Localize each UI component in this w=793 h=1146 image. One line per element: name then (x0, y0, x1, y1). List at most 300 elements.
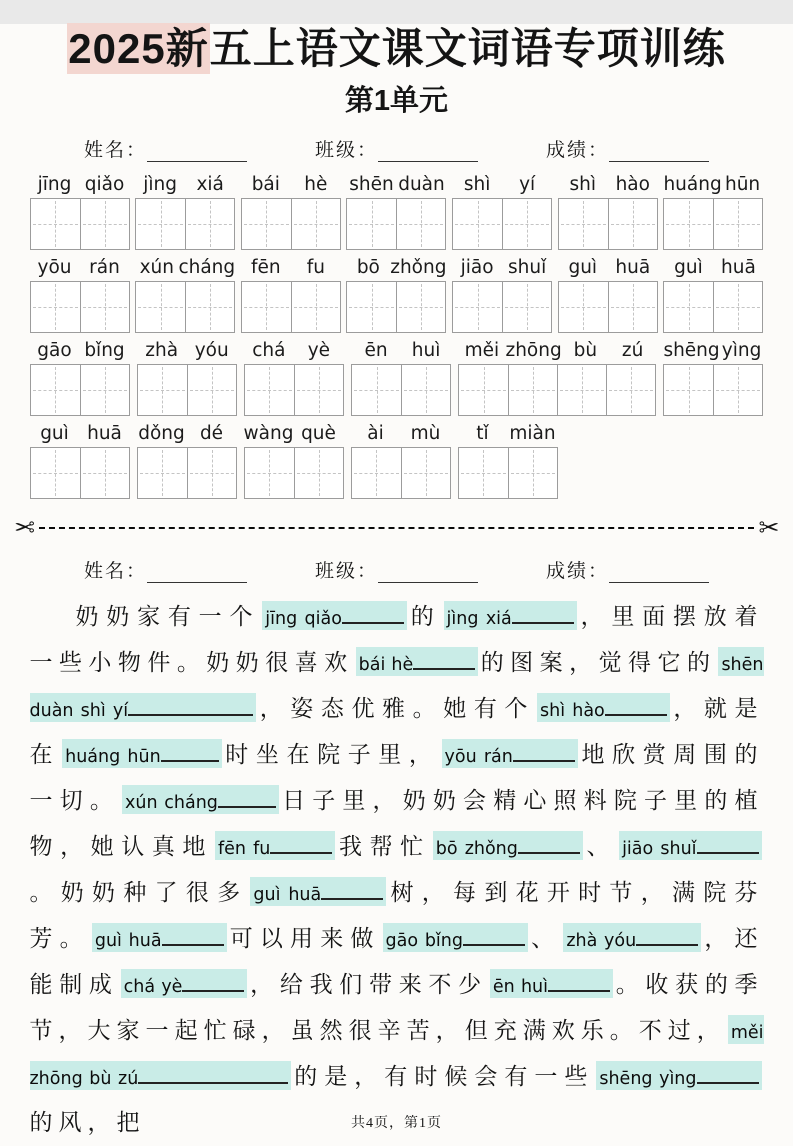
writing-cell[interactable] (664, 365, 713, 415)
pinyin-labels (558, 257, 658, 278)
pinyin-labels (558, 174, 658, 195)
word-group (663, 340, 763, 416)
pinyin-labels (452, 257, 552, 278)
fill-in-passage (30, 595, 764, 1144)
fill-blank[interactable] (92, 923, 227, 952)
blank-answer-line[interactable] (697, 840, 759, 854)
writing-cell[interactable] (559, 199, 608, 249)
blank-pinyin: jīng qiǎo (265, 609, 342, 630)
blank-answer-line[interactable] (138, 1070, 288, 1084)
writing-cell[interactable] (80, 199, 129, 249)
word-group (30, 423, 130, 499)
writing-cell[interactable] (608, 199, 657, 249)
writing-grid[interactable] (137, 364, 237, 416)
writing-grid[interactable] (452, 281, 552, 333)
info-field (84, 135, 247, 162)
pinyin-syllable: wàng (243, 423, 294, 445)
cell-dash-horizontal (294, 224, 338, 225)
cut-line (13, 513, 780, 543)
info-fields-bottom (0, 556, 793, 583)
writing-grid[interactable] (241, 198, 341, 250)
pinyin-labels (135, 174, 235, 195)
cell-dash-horizontal (716, 390, 760, 391)
writing-cell[interactable] (138, 365, 187, 415)
pinyin-syllable: xún (139, 257, 174, 279)
pinyin-syllable: huáng (663, 174, 722, 196)
worksheet-page (0, 24, 793, 1146)
word-group (346, 174, 446, 250)
pinyin-practice-row (30, 174, 764, 250)
cell-dash-horizontal (461, 473, 506, 474)
passage-text: 可以用来做 (228, 926, 381, 952)
blank-answer-line[interactable] (512, 610, 574, 624)
cell-dash-horizontal (611, 224, 655, 225)
writing-grid[interactable] (558, 281, 658, 333)
cell-dash-horizontal (404, 473, 448, 474)
writing-cell[interactable] (401, 365, 450, 415)
writing-grid[interactable] (663, 281, 763, 333)
passage-text: 的是，有时候会有一些 (293, 1064, 595, 1090)
writing-cell[interactable] (459, 448, 508, 498)
word-group (244, 423, 344, 499)
writing-grid[interactable] (30, 364, 130, 416)
cell-dash-horizontal (560, 390, 604, 391)
blank-pinyin: gāo bǐng (385, 931, 463, 952)
cell-dash-horizontal (140, 390, 185, 391)
word-group (351, 423, 451, 499)
cell-dash-horizontal (83, 224, 127, 225)
pinyin-syllable: què (301, 423, 336, 445)
pinyin-labels (458, 423, 558, 444)
blank-pinyin: guì huā (94, 931, 162, 952)
field-input-line[interactable] (147, 141, 247, 163)
blank-pinyin: shēng yìng (599, 1069, 697, 1090)
passage-text: 。收获的季节，大家一起忙碌，虽然很辛苦，但充满欢乐。不过， (29, 972, 764, 1044)
word-group (351, 340, 451, 416)
pinyin-syllable: xiá (196, 174, 224, 196)
writing-cell[interactable] (80, 282, 129, 332)
fill-blank[interactable] (215, 831, 335, 860)
writing-cell[interactable] (713, 282, 762, 332)
blank-answer-line[interactable] (463, 932, 525, 946)
cell-dash-horizontal (33, 307, 78, 308)
writing-cell[interactable] (242, 282, 291, 332)
writing-grid[interactable] (351, 447, 451, 499)
writing-cell[interactable] (664, 199, 713, 249)
pinyin-syllable: yí (519, 174, 536, 196)
cell-dash-horizontal (399, 307, 443, 308)
cell-dash-horizontal (666, 224, 711, 225)
pinyin-syllable: hūn (724, 174, 761, 196)
blank-pinyin: měi zhōng bù zú (29, 1023, 764, 1090)
passage-text: 的图案，觉得它的 (480, 650, 717, 676)
passage-text: 我帮忙 (337, 834, 431, 860)
fill-blank[interactable] (122, 785, 279, 814)
writing-cell[interactable] (136, 199, 185, 249)
pinyin-syllable: fu (306, 257, 325, 279)
blank-answer-line[interactable] (182, 978, 244, 992)
blank-answer-line[interactable] (518, 840, 580, 854)
pinyin-syllable: hè (304, 174, 328, 196)
field-label: 成绩： (546, 140, 610, 162)
cell-dash-horizontal (511, 390, 555, 391)
writing-cell[interactable] (713, 365, 762, 415)
blank-answer-line[interactable] (342, 610, 404, 624)
fill-blank[interactable] (121, 969, 248, 998)
cell-dash-horizontal (190, 473, 234, 474)
cell-dash-horizontal (83, 473, 127, 474)
page-footer: 共4页，第1页 (351, 1116, 442, 1131)
writing-grid[interactable] (30, 281, 130, 333)
pinyin-syllable: hào (615, 174, 650, 196)
fill-blank[interactable] (444, 601, 577, 630)
passage-text: 奶奶家有一个 (75, 604, 261, 630)
pinyin-syllable: zhōng (505, 340, 562, 362)
pinyin-syllable: yōu (37, 257, 72, 279)
fill-blank[interactable] (596, 1061, 761, 1090)
pinyin-syllable: guì (674, 257, 703, 279)
writing-cell[interactable] (291, 282, 340, 332)
pinyin-syllable: chá (252, 340, 286, 362)
cell-dash-horizontal (716, 224, 760, 225)
blank-pinyin: bái hè (358, 655, 414, 676)
cell-dash-horizontal (138, 307, 183, 308)
writing-cell[interactable] (31, 448, 80, 498)
word-group (663, 257, 763, 333)
writing-cell[interactable] (453, 199, 502, 249)
cell-dash-horizontal (33, 390, 78, 391)
word-group (30, 174, 130, 250)
writing-cell[interactable] (136, 282, 185, 332)
info-field (546, 556, 709, 583)
writing-grid[interactable] (244, 364, 344, 416)
pinyin-syllable: měi (464, 340, 500, 362)
cell-dash-horizontal (244, 307, 289, 308)
field-input-line[interactable] (609, 562, 709, 584)
word-group (135, 257, 235, 333)
writing-grid[interactable] (452, 198, 552, 250)
pinyin-labels (351, 423, 451, 444)
writing-grid[interactable] (135, 198, 235, 250)
pinyin-labels (244, 423, 344, 444)
writing-grid[interactable] (458, 447, 558, 499)
blank-pinyin: zhà yóu (566, 931, 637, 952)
info-field (546, 135, 709, 162)
pinyin-syllable: tǐ (476, 423, 489, 445)
pinyin-syllable: shēn (349, 174, 394, 196)
passage-text: ，姿态优雅。她有个 (258, 696, 535, 722)
writing-cell[interactable] (291, 199, 340, 249)
blank-pinyin: xún cháng (125, 793, 218, 814)
writing-grid[interactable] (346, 281, 446, 333)
cell-dash-horizontal (294, 307, 338, 308)
pinyin-syllable: jīng (37, 174, 72, 196)
pinyin-syllable: bù (573, 340, 598, 362)
pinyin-labels (30, 340, 130, 361)
writing-cell[interactable] (294, 365, 343, 415)
info-fields-top (0, 135, 793, 162)
fill-blank[interactable] (262, 601, 407, 630)
pinyin-syllable: bō (356, 257, 380, 279)
pinyin-labels (458, 340, 656, 361)
word-group (30, 257, 130, 333)
blank-pinyin: shēn duàn shì yí (29, 655, 764, 722)
word-group (346, 257, 446, 333)
passage-text: ，就是在 (29, 696, 764, 768)
pinyin-labels (346, 257, 446, 278)
writing-cell[interactable] (352, 365, 401, 415)
pinyin-syllable: ài (367, 423, 384, 445)
blank-answer-line[interactable] (636, 932, 698, 946)
writing-cell[interactable] (502, 199, 551, 249)
pinyin-syllable: qiǎo (84, 174, 125, 196)
pinyin-syllable: rán (89, 257, 120, 279)
writing-cell[interactable] (608, 282, 657, 332)
writing-grid[interactable] (135, 281, 235, 333)
pinyin-syllable: zú (621, 340, 644, 362)
cell-dash-horizontal (404, 390, 448, 391)
word-group (244, 340, 344, 416)
fill-blank[interactable] (356, 647, 479, 676)
cell-dash-horizontal (609, 390, 653, 391)
writing-cell[interactable] (453, 282, 502, 332)
writing-cell[interactable] (508, 365, 557, 415)
pinyin-labels (241, 174, 341, 195)
writing-cell[interactable] (245, 365, 294, 415)
pinyin-syllable: yè (307, 340, 331, 362)
cell-dash-horizontal (561, 307, 606, 308)
blank-pinyin: yōu rán (444, 747, 513, 768)
cell-dash-horizontal (461, 390, 506, 391)
passage-text: ，给我们带来不少 (249, 972, 488, 998)
writing-cell[interactable] (185, 199, 234, 249)
title-rest: 五上语文课文词语专项训练 (209, 25, 726, 72)
fill-blank[interactable] (250, 877, 386, 906)
writing-cell[interactable] (294, 448, 343, 498)
writing-grid[interactable] (241, 281, 341, 333)
blank-pinyin: huáng hūn (65, 747, 161, 768)
pinyin-syllable: huā (721, 257, 756, 279)
field-label: 姓名： (83, 561, 147, 583)
pinyin-syllable: huā (615, 257, 651, 279)
writing-grid[interactable] (558, 198, 658, 250)
writing-cell[interactable] (557, 365, 606, 415)
writing-cell[interactable] (347, 199, 396, 249)
pinyin-syllable: duàn (398, 174, 445, 196)
pinyin-syllable: miàn (509, 423, 556, 445)
field-label: 班级： (314, 140, 378, 162)
word-group (458, 423, 558, 499)
word-group (452, 174, 552, 250)
cell-dash-horizontal (138, 224, 183, 225)
pinyin-labels (137, 423, 237, 444)
cell-dash-horizontal (188, 224, 232, 225)
word-group (137, 340, 237, 416)
pinyin-labels (663, 174, 763, 195)
fill-blank[interactable] (433, 831, 583, 860)
pinyin-syllable: jìng (143, 174, 178, 196)
pinyin-syllable: shì (463, 174, 491, 196)
pinyin-syllable: zhǒng (390, 257, 447, 279)
writing-cell[interactable] (396, 199, 445, 249)
pinyin-labels (30, 257, 130, 278)
cell-dash-horizontal (140, 473, 185, 474)
pinyin-labels (241, 257, 341, 278)
blank-pinyin: fēn fu (217, 839, 271, 860)
field-input-line[interactable] (147, 562, 247, 584)
pinyin-syllable: cháng (178, 257, 236, 279)
fill-blank[interactable] (563, 923, 701, 952)
writing-cell[interactable] (80, 448, 129, 498)
writing-cell[interactable] (508, 448, 557, 498)
fill-blank[interactable] (442, 739, 578, 768)
pinyin-labels (346, 174, 446, 195)
blank-answer-line[interactable] (161, 748, 219, 762)
blank-answer-line[interactable] (321, 886, 383, 900)
passage-text: 。奶奶种了很多 (29, 880, 249, 906)
cell-dash-horizontal (666, 390, 711, 391)
pinyin-syllable: huì (411, 340, 441, 362)
passage-text: 时坐在院子里， (223, 742, 440, 768)
passage-text: 地欣赏周围的一切。 (29, 742, 764, 814)
cell-dash-horizontal (354, 390, 399, 391)
pinyin-syllable: shuǐ (508, 257, 547, 279)
cell-dash-horizontal (247, 390, 292, 391)
writing-cell[interactable] (606, 365, 655, 415)
pinyin-syllable: fēn (251, 257, 281, 279)
blank-answer-line[interactable] (413, 656, 475, 670)
cell-dash-horizontal (716, 307, 760, 308)
page-title (10, 24, 783, 74)
writing-cell[interactable] (401, 448, 450, 498)
writing-grid[interactable] (663, 198, 763, 250)
writing-cell[interactable] (459, 365, 508, 415)
fill-blank[interactable] (62, 739, 222, 768)
word-group (452, 257, 552, 333)
cell-dash-horizontal (33, 473, 78, 474)
cell-dash-horizontal (349, 307, 394, 308)
writing-cell[interactable] (245, 448, 294, 498)
pinyin-labels (137, 340, 237, 361)
word-group (663, 174, 763, 250)
writing-grid[interactable] (137, 447, 237, 499)
cell-dash-horizontal (505, 307, 549, 308)
cell-dash-horizontal (83, 390, 127, 391)
cell-dash-horizontal (349, 224, 394, 225)
field-input-line[interactable] (609, 141, 709, 163)
writing-cell[interactable] (396, 282, 445, 332)
cell-dash-horizontal (455, 224, 500, 225)
cut-dash-line (39, 527, 753, 529)
writing-cell[interactable] (138, 448, 187, 498)
blank-answer-line[interactable] (162, 932, 224, 946)
cell-dash-horizontal (33, 224, 78, 225)
cell-dash-horizontal (247, 473, 292, 474)
pinyin-labels (452, 174, 552, 195)
writing-cell[interactable] (502, 282, 551, 332)
writing-grid[interactable] (351, 364, 451, 416)
writing-cell[interactable] (185, 282, 234, 332)
passage-text: 的风，把 (29, 1110, 146, 1136)
field-label: 成绩： (546, 561, 610, 583)
pinyin-syllable: shì (569, 174, 597, 196)
pinyin-labels (30, 174, 130, 195)
writing-grid[interactable] (458, 364, 656, 416)
writing-cell[interactable] (31, 199, 80, 249)
writing-grid[interactable] (346, 198, 446, 250)
blank-answer-line[interactable] (270, 840, 332, 854)
cell-dash-horizontal (244, 224, 289, 225)
word-group (558, 257, 658, 333)
field-input-line[interactable] (378, 562, 478, 584)
writing-grid[interactable] (30, 447, 130, 499)
word-group (30, 340, 130, 416)
fill-blank[interactable] (383, 923, 528, 952)
pinyin-labels (663, 257, 763, 278)
pinyin-syllable: zhà (145, 340, 179, 362)
scissors-icon: ✂ (758, 513, 780, 543)
field-label: 姓名： (83, 140, 147, 162)
passage-text: ，还能制成 (29, 926, 764, 998)
pinyin-syllable: dé (199, 423, 224, 445)
pinyin-syllable: bǐng (84, 340, 125, 362)
pinyin-labels (244, 340, 344, 361)
blank-answer-line[interactable] (548, 978, 610, 992)
blank-answer-line[interactable] (605, 702, 667, 716)
writing-cell[interactable] (352, 448, 401, 498)
writing-cell[interactable] (31, 365, 80, 415)
pinyin-syllable: guì (40, 423, 69, 445)
title-highlight: 2025新 (68, 25, 209, 72)
cell-dash-horizontal (83, 307, 127, 308)
writing-cell[interactable] (187, 448, 236, 498)
field-input-line[interactable] (378, 141, 478, 163)
writing-grid[interactable] (244, 447, 344, 499)
pinyin-syllable: shēng (663, 340, 720, 362)
passage-text: 、 (529, 926, 562, 952)
blank-answer-line[interactable] (513, 748, 575, 762)
writing-grid[interactable] (663, 364, 763, 416)
fill-blank[interactable] (490, 969, 613, 998)
writing-grid[interactable] (30, 198, 130, 250)
cell-dash-horizontal (188, 307, 232, 308)
info-field (315, 135, 478, 162)
writing-cell[interactable] (242, 199, 291, 249)
pinyin-syllable: ēn (364, 340, 388, 362)
info-field (315, 556, 478, 583)
cell-dash-horizontal (190, 390, 234, 391)
blank-answer-line[interactable] (128, 702, 253, 716)
writing-cell[interactable] (347, 282, 396, 332)
writing-cell[interactable] (713, 199, 762, 249)
writing-cell[interactable] (80, 365, 129, 415)
passage-text: 日子里，奶奶会精心照料院子里的植物，她认真地 (29, 788, 764, 860)
passage-text: ，里面摆放着一些小物件。奶奶很喜欢 (29, 604, 764, 676)
fill-blank[interactable] (619, 831, 761, 860)
word-group (241, 257, 341, 333)
pinyin-labels (663, 340, 763, 361)
writing-cell[interactable] (187, 365, 236, 415)
blank-answer-line[interactable] (218, 794, 276, 808)
blank-answer-line[interactable] (697, 1070, 759, 1084)
writing-cell[interactable] (664, 282, 713, 332)
fill-blank[interactable] (537, 693, 670, 722)
blank-pinyin: ēn huì (492, 977, 548, 998)
writing-cell[interactable] (31, 282, 80, 332)
pinyin-syllable: bái (251, 174, 280, 196)
cell-dash-horizontal (455, 307, 500, 308)
writing-cell[interactable] (559, 282, 608, 332)
